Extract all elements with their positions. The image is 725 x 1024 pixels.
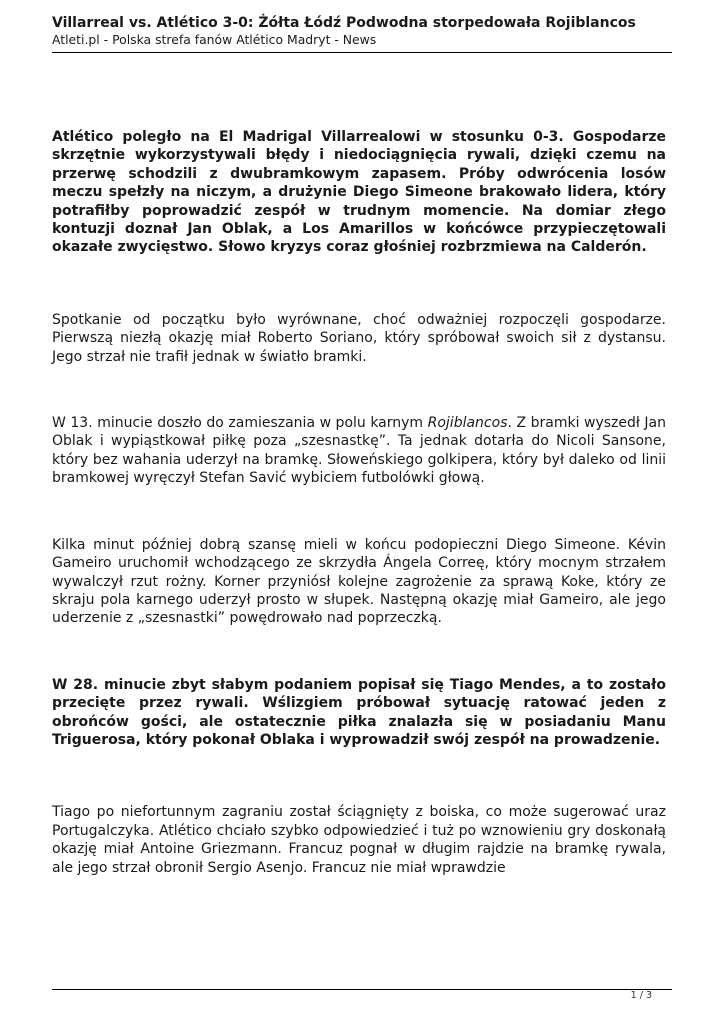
- footer-divider: [52, 989, 672, 990]
- article-body: [52, 128, 666, 877]
- paragraph-4: W 28. minucie zbyt słabym podaniem popisał się Tiago Mendes, a to zostało przecięte przez rywali. Wślizgiem próbował sytuację ratować jeden z obrońców gości, ale ostatecznie piłka znalazła się w posiadaniu Manu Triguerosa, który pokonał Oblaka i wyprowadził swój zespół na prowadzenie.: [52, 676, 666, 748]
- paragraph-2: [52, 414, 666, 488]
- site-subtitle: Atleti.pl - Polska strefa fanów Atlético Madryt - News: [52, 32, 377, 47]
- article-lead: Atlético poległo na El Madrigal Villarrealowi w stosunku 0-3. Gospodarze skrzętnie wykorzystywali błędy i niedociągnięcia rywali, dzięki czemu na przerwę schodzili z dwubramkowym zapasem. Próby odwrócenia losów meczu spełzły na niczym, a drużynie Diego Simeone brakowało lidera, który potrafiłby poprowadzić zespół w trudnym momencie. Na domiar złego kontuzji doznał Jan Oblak, a Los Amarillos w końcówce przypieczętowali okazałe zwycięstwo. Słowo kryzys coraz głośniej rozbrzmiewa na Calderón.: [52, 129, 666, 256]
- paragraph-2-start: W 13. minucie doszło do zamieszania w polu karnym: [52, 415, 428, 432]
- paragraph-2-end: . Z bramki wyszedł Jan Oblak i wypiąstkował piłkę poza „szesnastkę”. Ta jednak dotarła do Nicoli Sansone, który bez wahania uderzył na bramkę. Słoweńskiego golkipera, który był daleko od linii bramkowej wyręczył Stefan Savić wybiciem futbolówki głową.: [52, 415, 666, 487]
- paragraph-5: Tiago po niefortunnym zagraniu został ściągnięty z boiska, co może sugerować uraz Portugalczyka. Atlético chciało szybko odpowiedzieć i tuż po wznowieniu gry doskonałą okazję miał Antoine Griezmann. Francuz pognał w długim rajdzie na bramkę rywala, ale jego strzał obronił Sergio Asenjo. Francuz nie miał wprawdzie: [52, 804, 666, 876]
- article-title: Villarreal vs. Atlético 3-0: Żółta Łódź Podwodna storpedowała Rojiblancos: [52, 15, 636, 31]
- paragraph-2-italic: Rojiblancos: [427, 415, 508, 432]
- page-header: [52, 15, 672, 48]
- paragraph-3: Kilka minut później dobrą szansę mieli w końcu podopieczni Diego Simeone. Kévin Gameiro uruchomił wchodzącego ze skrzydła Ángela Correę, który mocnym strzałem wywalczył rzut rożny. Korner przyniósł kolejne zagrożenie za sprawą Koke, który ze skraju pola karnego uderzył prosto w słupek. Następną okazję miał Gameiro, ale jego uderzenie z „szesnastki” powędrowało nad poprzeczką.: [52, 536, 666, 627]
- paragraph-1: Spotkanie od początku było wyrównane, choć odważniej rozpoczęli gospodarze. Pierwszą niezłą okazję miał Roberto Soriano, który spróbował swoich sił z dystansu. Jego strzał nie trafił jednak w światło bramki.: [52, 311, 666, 365]
- header-divider: [52, 52, 672, 53]
- page-number: 1 / 3: [630, 990, 652, 1001]
